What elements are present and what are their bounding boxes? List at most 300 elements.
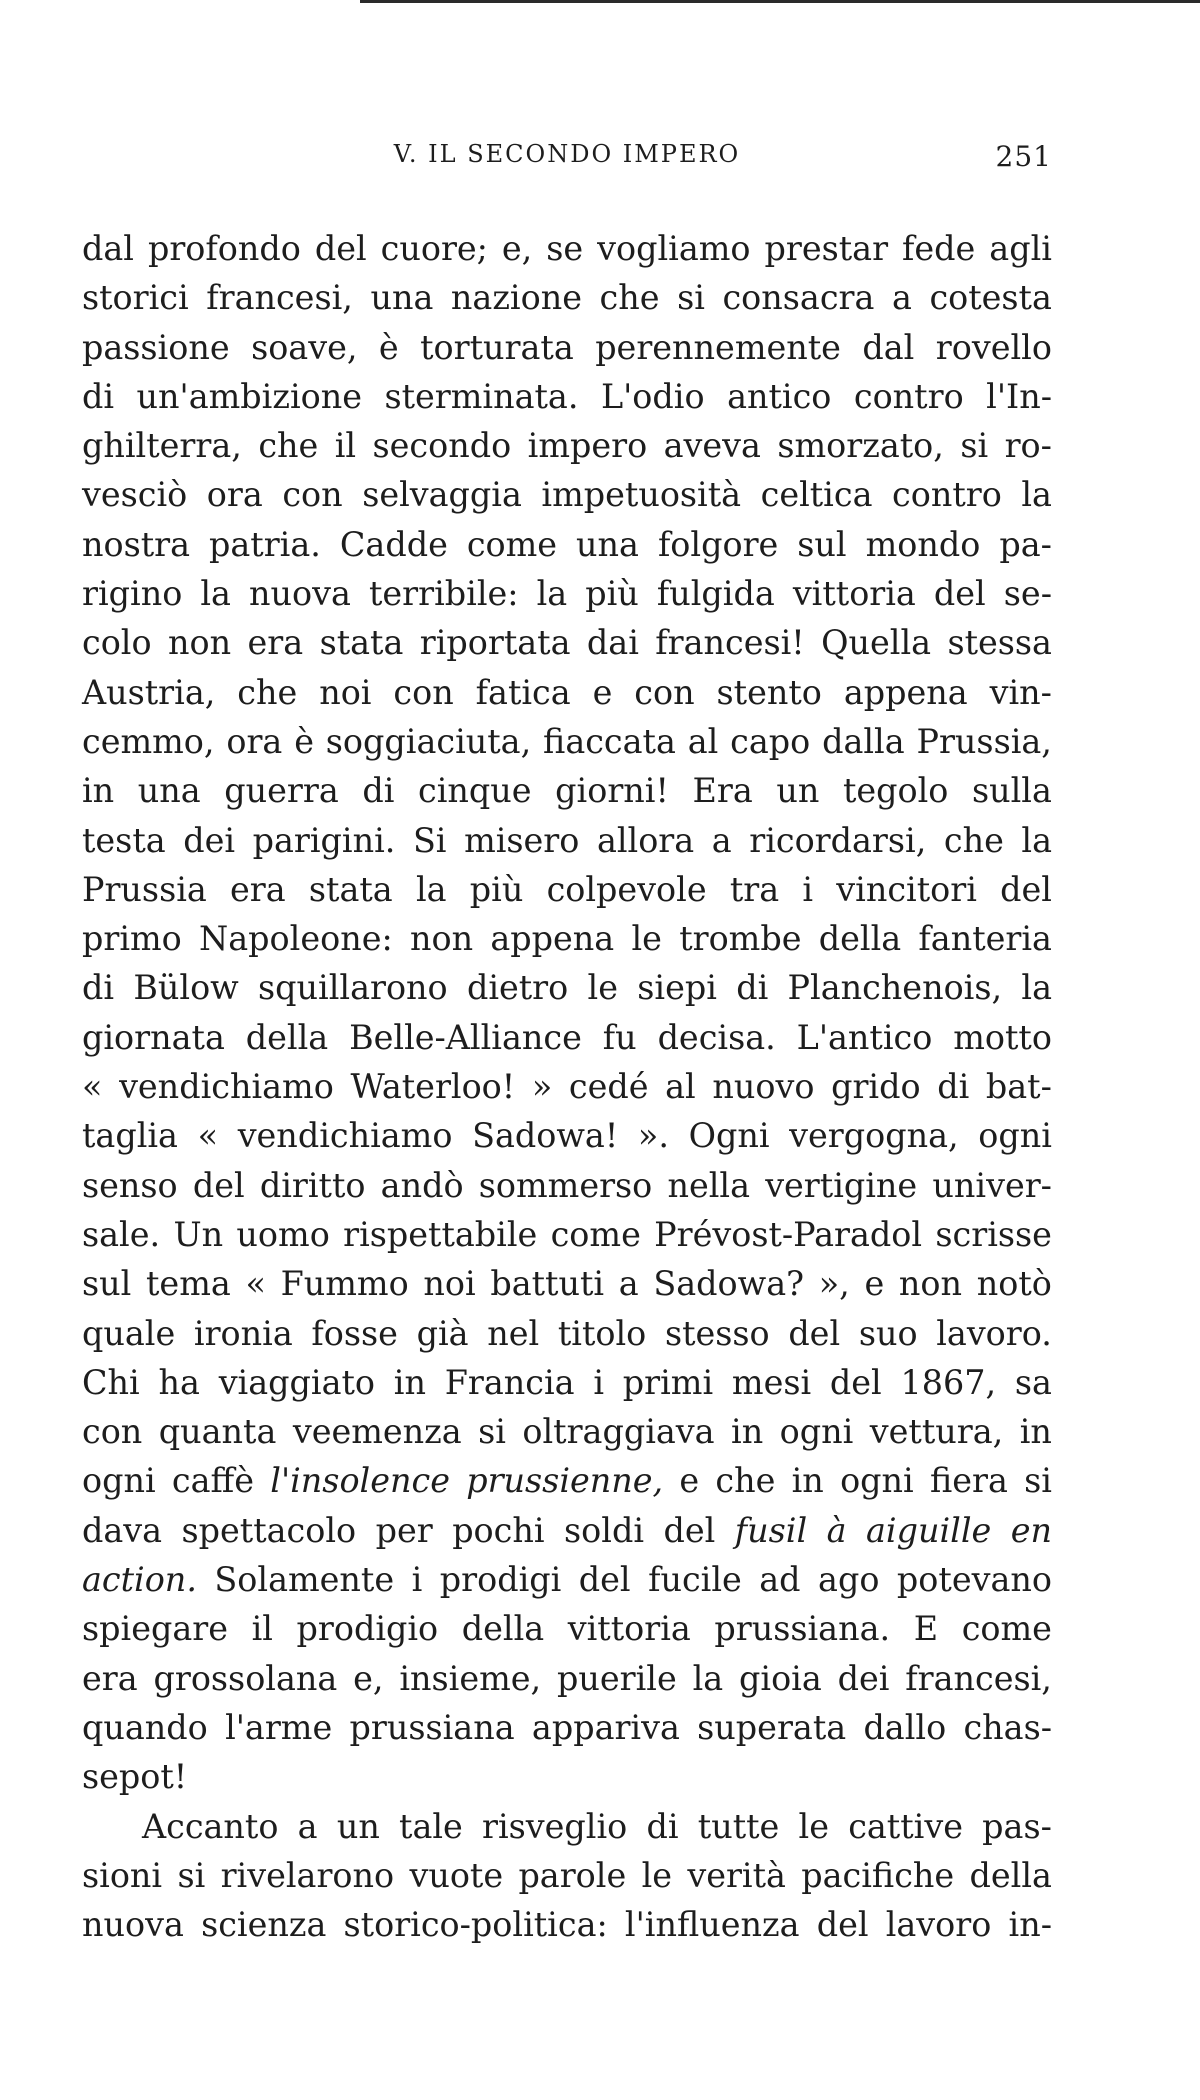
word: ». — [637, 1116, 669, 1156]
word: superata — [697, 1707, 847, 1747]
text-line — [82, 421, 1052, 470]
text-line — [82, 816, 1052, 865]
word: insieme, — [399, 1658, 542, 1698]
body-text — [82, 224, 1052, 1949]
word: quale — [82, 1313, 176, 1353]
word: ricordarsi, — [749, 820, 927, 860]
word: non — [898, 1264, 963, 1304]
paragraph — [82, 224, 1052, 1802]
word: chas- — [963, 1707, 1052, 1747]
word: ogni — [978, 1116, 1052, 1156]
word: passione — [82, 327, 230, 367]
word: allora — [596, 820, 695, 860]
word: profondo — [147, 229, 301, 268]
word: storico-politica: — [343, 1905, 608, 1945]
word: i — [593, 1362, 605, 1402]
word: trombe — [679, 919, 802, 959]
word: uomo — [236, 1214, 330, 1254]
word: verità — [687, 1855, 786, 1895]
word: prodigi — [439, 1560, 562, 1600]
word: vendichiamo — [237, 1116, 453, 1156]
word: fulgida — [656, 574, 775, 614]
word: stessa — [947, 623, 1052, 663]
word: del — [578, 1560, 631, 1600]
word: i — [411, 1560, 423, 1600]
word: Napoleone: — [199, 919, 393, 959]
text-line — [82, 1309, 1052, 1358]
word: l'arme — [225, 1707, 333, 1747]
word: E — [913, 1609, 939, 1649]
text-line — [82, 1802, 1052, 1851]
word: « — [197, 1116, 219, 1156]
word: vittoria — [567, 1609, 691, 1649]
text-line — [82, 470, 1052, 519]
word: al — [665, 1067, 696, 1107]
word: che — [943, 820, 1004, 860]
word: andò — [380, 1165, 464, 1205]
word: prussiana. — [714, 1609, 891, 1649]
word: fiera — [929, 1461, 1008, 1501]
word: spiegare — [82, 1609, 228, 1649]
word: ad — [759, 1560, 801, 1600]
word: vesciò — [82, 475, 188, 515]
word: primo — [82, 919, 182, 959]
word: stata — [319, 623, 404, 663]
word: una — [370, 278, 434, 318]
word: terribile: — [368, 574, 519, 614]
word: la — [415, 869, 447, 909]
word: era — [247, 623, 304, 663]
word: soldi — [564, 1510, 645, 1550]
word: consacra — [722, 278, 875, 318]
word: siepi — [637, 968, 717, 1008]
word: pacifiche — [801, 1855, 955, 1895]
word: ogni — [840, 1461, 914, 1501]
word: e — [864, 1264, 885, 1304]
word: a — [618, 1264, 639, 1304]
word: dava — [82, 1510, 163, 1550]
word: giornata — [82, 1017, 225, 1057]
word: stento — [716, 672, 822, 712]
word: guerra — [224, 771, 339, 811]
word: nostra — [82, 524, 191, 564]
word: » — [531, 1067, 553, 1107]
running-head: V. IL SECONDO IMPERO — [393, 140, 741, 168]
word: Prussia, — [916, 721, 1052, 761]
word: folgore — [657, 524, 779, 564]
word: ironia — [193, 1313, 293, 1353]
word: della — [818, 919, 902, 959]
word: per — [375, 1510, 433, 1550]
word: rovello — [935, 327, 1052, 367]
word: notò — [976, 1264, 1052, 1304]
word: Cadde — [339, 524, 448, 564]
text-line — [82, 1506, 1052, 1555]
word: appena — [843, 672, 968, 712]
word: mondo — [865, 524, 981, 564]
word: Waterloo! — [350, 1067, 516, 1107]
word: Si — [412, 820, 447, 860]
word: cedé — [568, 1067, 649, 1107]
word: si — [177, 1855, 206, 1895]
word: sa — [1014, 1362, 1052, 1402]
word: Prévost-Paradol — [654, 1214, 923, 1254]
word: dei — [183, 820, 236, 860]
word: al — [687, 721, 719, 761]
word: rivelarono — [220, 1855, 395, 1895]
word: del — [663, 1510, 716, 1550]
word: Quella — [821, 623, 932, 663]
word: se — [546, 229, 584, 268]
word: Francia — [444, 1362, 575, 1402]
word: fiaccata — [543, 721, 676, 761]
word: nuova — [82, 1905, 184, 1945]
word: le — [631, 919, 662, 959]
word: che — [237, 672, 298, 712]
word: riportata — [419, 623, 571, 663]
word: grido — [831, 1067, 921, 1107]
word: non — [409, 919, 474, 959]
word: del — [314, 229, 367, 268]
word: prestar — [764, 229, 889, 268]
italic-word: l'insolence — [270, 1461, 450, 1501]
word: tale — [399, 1806, 463, 1846]
word: dalla — [822, 721, 905, 761]
word: « — [82, 1067, 103, 1107]
word: un'ambizione — [136, 376, 362, 416]
word: cuore; — [380, 229, 488, 268]
word: vergogna, — [789, 1116, 959, 1156]
word: del — [192, 1165, 245, 1205]
word: fede — [902, 229, 976, 268]
word: della — [245, 1017, 329, 1057]
text-line — [82, 1407, 1052, 1456]
paragraph — [82, 1802, 1052, 1950]
text-line — [82, 618, 1052, 667]
word: del — [1000, 869, 1052, 909]
word: con — [393, 672, 454, 712]
word: dal — [862, 327, 915, 367]
word: vogliamo — [597, 229, 751, 268]
word: fatica — [475, 672, 571, 712]
word: le — [587, 968, 618, 1008]
word: suo — [858, 1313, 918, 1353]
word: oltraggiava — [522, 1412, 715, 1452]
word: in — [731, 1412, 764, 1452]
word: nuova — [249, 574, 351, 614]
word: lavoro — [885, 1905, 992, 1945]
word: si — [960, 426, 989, 466]
word: di — [82, 376, 115, 416]
word: battuti — [490, 1264, 605, 1304]
word: vendichiamo — [119, 1067, 334, 1107]
word: una — [576, 524, 639, 564]
word: parigini. — [252, 820, 396, 860]
word: con — [82, 1412, 143, 1452]
word: Accanto — [142, 1806, 279, 1846]
word: rigino — [82, 574, 183, 614]
word: risveglio — [482, 1806, 628, 1846]
word: come — [550, 1214, 641, 1254]
word: soave, — [251, 327, 358, 367]
word: senso — [82, 1165, 178, 1205]
top-rule — [360, 0, 1200, 3]
word: dei — [837, 1658, 890, 1698]
word: contro — [892, 475, 1002, 515]
word: la — [1021, 475, 1052, 515]
page-number: 251 — [995, 140, 1052, 173]
text-line — [82, 717, 1052, 766]
word: patria. — [209, 524, 321, 564]
word: gioia — [739, 1658, 822, 1698]
word: della — [969, 1855, 1052, 1895]
word: in — [1019, 1412, 1052, 1452]
word: la — [536, 574, 568, 614]
word: misero — [464, 820, 580, 860]
word: un — [336, 1806, 380, 1846]
text-line — [82, 668, 1052, 717]
word: era — [230, 869, 286, 909]
text-line — [82, 1851, 1052, 1900]
word: fanteria — [918, 919, 1052, 959]
word: Fummo — [280, 1264, 409, 1304]
word: viaggiato — [218, 1362, 375, 1402]
word: con — [282, 475, 343, 515]
word: cattive — [848, 1806, 963, 1846]
word: lavoro. — [936, 1313, 1052, 1353]
word: primi — [622, 1362, 714, 1402]
word: dai — [586, 623, 639, 663]
word: Prussia — [82, 869, 207, 909]
word: francesi, — [905, 1658, 1052, 1698]
word: di — [82, 968, 115, 1008]
word: ogni — [82, 1461, 156, 1501]
word: vittoria — [792, 574, 916, 614]
text-line — [82, 1703, 1052, 1752]
word: tutte — [697, 1806, 780, 1846]
word: sulla — [971, 771, 1052, 811]
word: del — [829, 1362, 882, 1402]
word: appena — [490, 919, 615, 959]
word: in — [791, 1461, 824, 1501]
word: Bülow — [133, 968, 239, 1008]
word: la — [1021, 968, 1052, 1008]
word: fosse — [311, 1313, 398, 1353]
word: nuovo — [712, 1067, 815, 1107]
word: più — [469, 869, 524, 909]
word: impetuosità — [541, 475, 742, 515]
word: Austria, — [82, 672, 216, 712]
word: univer- — [932, 1165, 1052, 1205]
word: di — [646, 1806, 679, 1846]
word: non — [168, 623, 232, 663]
word: noi — [319, 672, 372, 712]
text-line — [82, 323, 1052, 372]
word: agli — [989, 229, 1052, 268]
text-line — [82, 372, 1052, 421]
word: in- — [1008, 1905, 1052, 1945]
word: vuote — [409, 1855, 504, 1895]
text-line — [82, 1013, 1052, 1062]
word: dietro — [466, 968, 569, 1008]
word: ora — [206, 475, 263, 515]
word: grossolana — [153, 1658, 338, 1698]
word: la — [692, 1658, 724, 1698]
word: vincitori — [836, 869, 977, 909]
word: dal — [82, 229, 134, 268]
word: in — [82, 771, 115, 811]
word: sul — [797, 524, 847, 564]
word: aveva — [663, 426, 761, 466]
word: il — [251, 1609, 273, 1649]
word: francesi! — [655, 623, 805, 663]
text-line — [82, 865, 1052, 914]
word: prodigio — [296, 1609, 439, 1649]
word: di — [736, 968, 769, 1008]
text-line — [82, 569, 1052, 618]
word: sepot! — [82, 1757, 188, 1797]
text-line — [82, 1358, 1052, 1407]
word: come — [961, 1609, 1052, 1649]
word: tegolo — [842, 771, 949, 811]
word: della — [461, 1609, 545, 1649]
word: cotesta — [929, 278, 1052, 318]
word: cemmo, — [82, 721, 215, 761]
word: vertigine — [765, 1165, 918, 1205]
word: bat- — [985, 1067, 1052, 1107]
word: potevano — [896, 1560, 1052, 1600]
text-line — [82, 766, 1052, 815]
text-line — [82, 273, 1052, 322]
word: e — [592, 672, 613, 712]
word: « — [245, 1264, 266, 1304]
word: diritto — [259, 1165, 366, 1205]
word: ago — [818, 1560, 880, 1600]
text-line — [82, 1752, 1052, 1801]
text-line — [82, 1900, 1052, 1949]
word: con — [634, 672, 695, 712]
word: il — [334, 426, 357, 466]
word: sommerso — [478, 1165, 653, 1205]
word: quanta — [158, 1412, 277, 1452]
word: ha — [158, 1362, 200, 1402]
word: se- — [1003, 574, 1052, 614]
word: una — [137, 771, 201, 811]
word: che — [258, 426, 319, 466]
word: colo — [82, 623, 152, 663]
word: la — [200, 574, 231, 614]
word: Belle-Alliance — [349, 1017, 582, 1057]
word: e, — [501, 229, 533, 268]
word: mesi — [731, 1362, 812, 1402]
word: spettacolo — [181, 1510, 357, 1550]
word: tra — [729, 869, 780, 909]
word: L'odio — [600, 376, 705, 416]
word: nazione — [450, 278, 582, 318]
text-line — [82, 1456, 1052, 1505]
word: del — [788, 1313, 841, 1353]
text-line — [82, 224, 1052, 273]
word: rispettabile — [343, 1214, 538, 1254]
word: nella — [667, 1165, 750, 1205]
word: Chi — [82, 1362, 140, 1402]
word: è — [294, 721, 314, 761]
text-line — [82, 520, 1052, 569]
italic-word: aiguille — [866, 1510, 992, 1550]
word: si — [1024, 1461, 1052, 1501]
word: perennemente — [595, 327, 841, 367]
italic-word: prussienne, — [466, 1461, 664, 1501]
word: tema — [146, 1264, 231, 1304]
word: sterminata. — [384, 376, 579, 416]
word: Ogni — [688, 1116, 770, 1156]
word: la — [1021, 820, 1052, 860]
word: Sadowa! — [472, 1116, 619, 1156]
text-line — [82, 1555, 1052, 1604]
word: selvaggia — [362, 475, 522, 515]
word: come — [466, 524, 558, 564]
word: del — [933, 574, 986, 614]
word: Sadowa? — [653, 1264, 805, 1304]
word: le — [798, 1806, 829, 1846]
word: sale. — [82, 1214, 161, 1254]
italic-word: à — [826, 1510, 847, 1550]
word: titolo — [557, 1313, 647, 1353]
word: Un — [173, 1214, 224, 1254]
word: smorzato, — [777, 426, 944, 466]
word: noi — [423, 1264, 476, 1304]
text-line — [82, 1161, 1052, 1210]
word: taglia — [82, 1116, 178, 1156]
word: L'antico — [796, 1017, 933, 1057]
word: ogni — [779, 1412, 854, 1452]
word: era — [82, 1658, 138, 1698]
word: pa- — [999, 524, 1052, 564]
word: quando — [82, 1707, 208, 1747]
word: più — [585, 574, 639, 614]
word: caffè — [171, 1461, 255, 1501]
italic-word: action. — [82, 1560, 197, 1600]
word: francesi, — [206, 278, 353, 318]
word: in — [393, 1362, 426, 1402]
word: l'In- — [986, 376, 1052, 416]
word: stesso — [664, 1313, 770, 1353]
word: ghilterra, — [82, 426, 242, 466]
text-line — [82, 1604, 1052, 1653]
word: appariva — [531, 1707, 680, 1747]
word: che — [715, 1461, 776, 1501]
word: un — [776, 771, 820, 811]
text-line — [82, 1259, 1052, 1308]
word: Era — [692, 771, 753, 811]
word: del — [816, 1905, 869, 1945]
text-line — [82, 1654, 1052, 1703]
word: sioni — [82, 1855, 163, 1895]
word: antico — [727, 376, 832, 416]
word: scienza — [201, 1905, 327, 1945]
word: celtica — [760, 475, 873, 515]
word: parole — [518, 1855, 627, 1895]
word: scrisse — [935, 1214, 1052, 1254]
word: Solamente — [214, 1560, 395, 1600]
word: nel — [487, 1313, 540, 1353]
word: i — [802, 869, 814, 909]
word: Planchenois, — [787, 968, 1003, 1008]
italic-word: fusil — [734, 1510, 808, 1550]
word: fucile — [648, 1560, 742, 1600]
word: che — [599, 278, 660, 318]
text-line — [82, 1062, 1052, 1111]
